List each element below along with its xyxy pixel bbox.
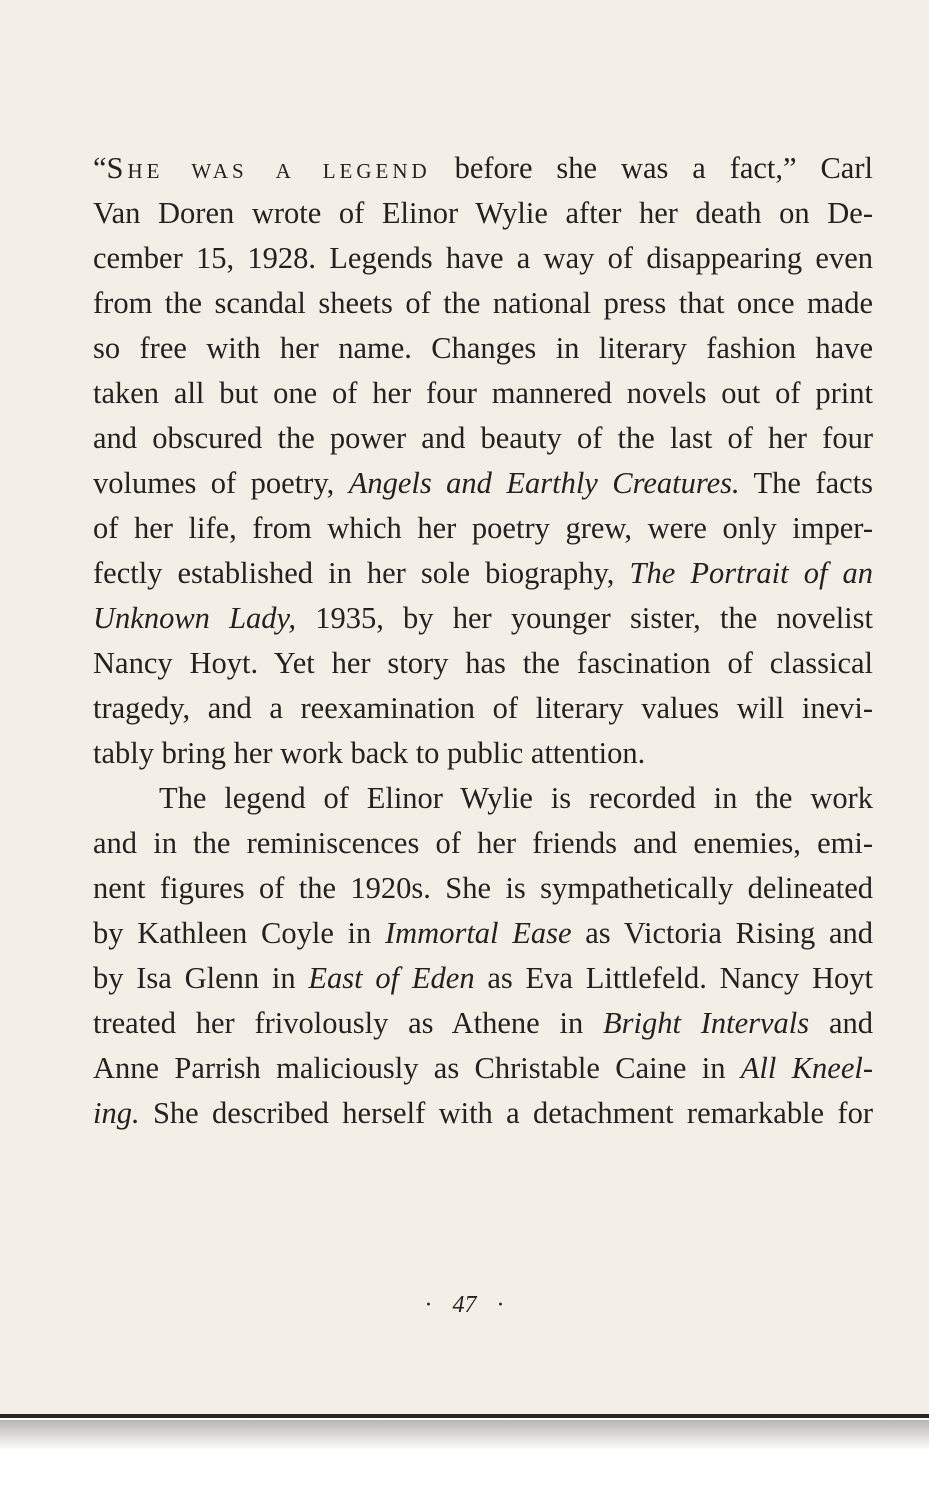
text-line (93, 146, 873, 191)
italic-title: Unknown Lady, (93, 601, 297, 635)
text-segment: from the scandal sheets of the national press that once made (93, 286, 873, 320)
text-segment: by Kathleen Coyle in (93, 916, 385, 950)
text-line (93, 191, 873, 236)
italic-title: East of Eden (308, 961, 475, 995)
text-line (93, 551, 873, 596)
text-line (93, 1001, 873, 1046)
text-segment: before she was a fact,” Carl (430, 151, 873, 185)
text-segment: Nancy Hoyt. Yet her story has the fascination of classical (93, 646, 873, 680)
text-line (93, 326, 873, 371)
text-segment: nent figures of the 1920s. She is sympathetically delineated (93, 871, 873, 905)
folio-dot-right: · (496, 1292, 505, 1318)
text-segment: and (809, 1006, 873, 1040)
text-segment: of her life, from which her poetry grew, were only imper- (93, 511, 873, 545)
text-line (93, 776, 873, 821)
text-segment: 1935, by her younger sister, the novelist (296, 601, 873, 635)
text-line (93, 1046, 873, 1091)
text-segment: “ (93, 151, 107, 185)
text-line (93, 956, 873, 1001)
text-segment: taken all but one of her four mannered novels out of print (93, 376, 873, 410)
text-segment: volumes of poetry, (93, 466, 349, 500)
text-line (93, 506, 873, 551)
text-segment: She described herself with a detachment remarkable for (139, 1096, 873, 1130)
text-segment: as Victoria Rising and (571, 916, 873, 950)
text-segment: Anne Parrish maliciously as Christable Caine in (93, 1051, 741, 1085)
text-segment: so free with her name. Changes in literary fashion have (93, 331, 873, 365)
text-segment: tably bring her work back to public attention. (93, 736, 646, 770)
text-line (93, 641, 873, 686)
text-segment: and obscured the power and beauty of the last of her four (93, 421, 873, 455)
folio-dot-left: · (424, 1292, 433, 1318)
text-segment: The legend of Elinor Wylie is recorded in the work (159, 781, 873, 815)
italic-title: The Portrait of an (629, 556, 873, 590)
text-segment: tragedy, and a reexamination of literary values will inevi- (93, 691, 873, 725)
text-line (93, 281, 873, 326)
italic-title: Bright Intervals (603, 1006, 810, 1040)
text-line (93, 911, 873, 956)
text-line (93, 821, 873, 866)
text-segment: treated her frivolously as Athene in (93, 1006, 603, 1040)
body-text (93, 146, 873, 1136)
text-line (93, 686, 873, 731)
text-segment: Van Doren wrote of Elinor Wylie after her death on De- (93, 196, 873, 230)
italic-title: ing. (93, 1096, 140, 1130)
italic-title: All Kneel- (740, 1051, 873, 1085)
text-segment: The facts (739, 466, 873, 500)
text-segment: by Isa Glenn in (93, 961, 309, 995)
text-line (93, 731, 873, 776)
small-caps-opening: She was a legend (106, 151, 431, 185)
italic-title: Immortal Ease (384, 916, 572, 950)
text-line (93, 866, 873, 911)
text-segment: fectly established in her sole biography, (93, 556, 630, 590)
text-segment: and in the reminiscences of her friends and enemies, emi- (93, 826, 873, 860)
text-line (93, 371, 873, 416)
page-folio (0, 1292, 929, 1319)
italic-title: Angels and Earthly Creatures. (348, 466, 740, 500)
page-number: 47 (452, 1292, 477, 1318)
text-line (93, 596, 873, 641)
page-edge-shadow (0, 1420, 929, 1450)
text-line (93, 1091, 873, 1136)
bleed-through-text (95, 4, 875, 139)
text-segment: as Eva Littlefeld. Nancy Hoyt (474, 961, 873, 995)
text-line (93, 236, 873, 281)
text-line (93, 461, 873, 506)
text-segment: cember 15, 1928. Legends have a way of disappearing even (93, 241, 873, 275)
text-line (93, 416, 873, 461)
